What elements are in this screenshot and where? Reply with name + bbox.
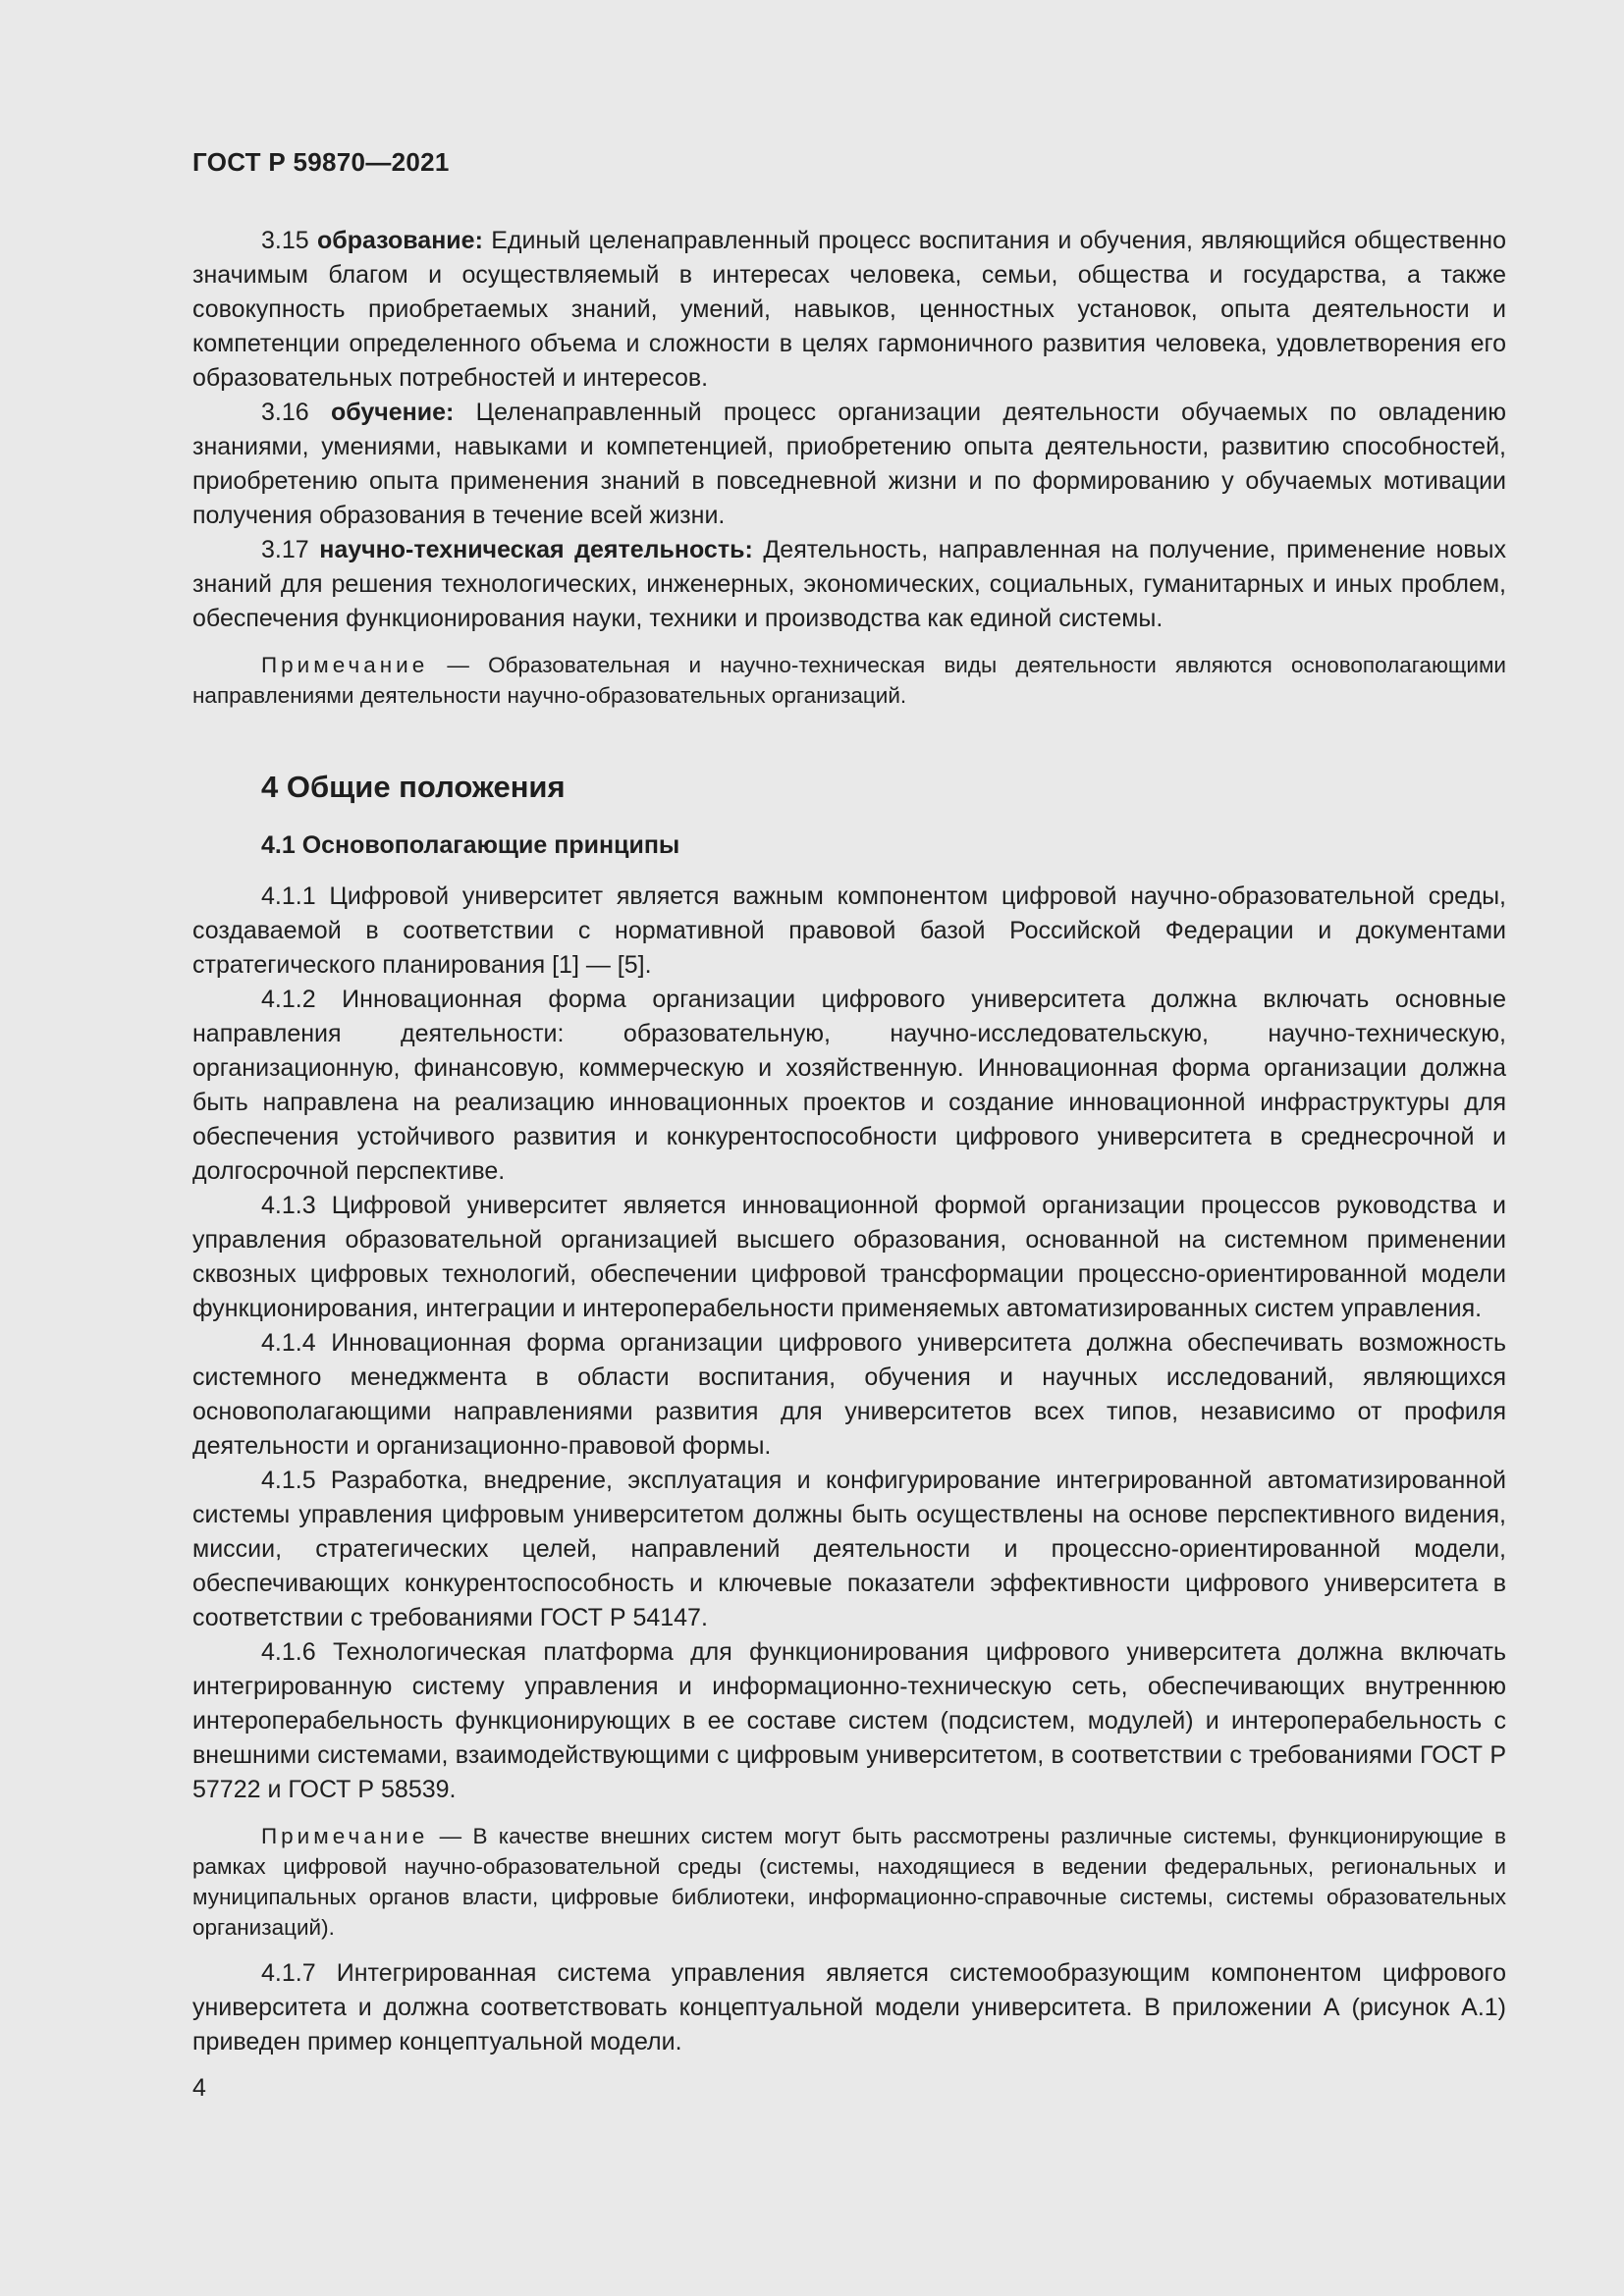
definition-3-17	[192, 533, 1506, 636]
paragraph-4-1-2: 4.1.2 Инновационная форма организации цифрового университета должна включать основные направления деятельности: образовательную, научно-исследовательскую, научно-техническую, организационную, финансовую, коммерческую и хозяйственную. Инновационная форма организации должна быть направлена на реализацию инновационных проектов и создание инновационной инфраструктуры для обеспечения устойчивого развития и конкурентоспособности цифрового университета в среднесрочной и долгосрочной перспективе.	[192, 986, 1506, 1185]
note-label: Примечание	[261, 1824, 429, 1848]
paragraph-4-1-5: 4.1.5 Разработка, внедрение, эксплуатация и конфигурирование интегрированной автоматизированной системы управления цифровым университетом должны быть осуществлены на основе перспективного видения, миссии, стратегических целей, направлений деятельности и процессно-ориентированной модели, обеспечивающих конкурентоспособность и ключевые показатели эффективности цифрового университета в соответствии с требованиями ГОСТ Р 54147.	[192, 1467, 1506, 1631]
note-text: — В качестве внешних систем могут быть рассмотрены различные системы, функционирующие в рамках цифровой научно-образовательной среды (системы, находящиеся в ведении федеральных, региональных и муниципальных органов власти, цифровые библиотеки, информационно-справочные системы, системы образовательных организаций).	[192, 1824, 1506, 1940]
note-text: — Образовательная и научно-техническая виды деятельности являются основополагающими направлениями деятельности научно-образовательных организаций.	[192, 653, 1506, 708]
definition-text: Единый целенаправленный процесс воспитания и обучения, являющийся общественно значимым благом и осуществляемый в интересах человека, семьи, общества и государства, а также совокупность приобретаемых знаний, умений, навыков, ценностных установок, опыта деятельности и компетенции определенного объема и сложности в целях гармоничного развития человека, удовлетворения его образовательных потребностей и интересов.	[192, 227, 1507, 392]
clause-number: 3.17	[261, 536, 309, 563]
definition-text: Целенаправленный процесс организации деятельности обучаемых по овладению знаниями, умениями, навыками и компетенцией, приобретению опыта деятельности, развитию способностей, приобретению опыта применения знаний в повседневной жизни и по формированию у обучаемых мотивации получения образования в течение всей жизни.	[192, 399, 1506, 529]
note-2	[192, 1821, 1506, 1943]
document-header: ГОСТ Р 59870—2021	[192, 147, 450, 177]
subsection-4-1-title: 4.1 Основополагающие принципы	[261, 831, 680, 859]
note-1	[192, 650, 1506, 711]
clause-number: 3.15	[261, 227, 309, 254]
paragraph-4-1-4: 4.1.4 Инновационная форма организации цифрового университета должна обеспечивать возможность системного менеджмента в области воспитания, обучения и научных исследований, являющихся основополагающими направлениями развития для университетов всех типов, независимо от профиля деятельности и организационно-правовой формы.	[192, 1329, 1506, 1460]
document-body	[192, 224, 1506, 2059]
paragraph-4-1-7: 4.1.7 Интегрированная система управления является системообразующим компонентом цифрового университета и должна соответствовать концептуальной модели университета. В приложении А (рисунок А.1) приведен пример концептуальной модели.	[192, 1959, 1506, 2056]
term: научно-техническая деятельность:	[319, 536, 753, 563]
paragraph-4-1-3: 4.1.3 Цифровой университет является инновационной формой организации процессов руководства и управления образовательной организацией высшего образования, основанной на системном применении сквозных цифровых технологий, обеспечении цифровой трансформации процессно-ориентированной модели функционирования, интеграции и интероперабельности применяемых автоматизированных систем управления.	[192, 1192, 1506, 1322]
term: образование:	[316, 227, 483, 254]
paragraph-4-1-1: 4.1.1 Цифровой университет является важным компонентом цифровой научно-образовательной среды, создаваемой в соответствии с нормативной правовой базой Российской Федерации и документами стратегического планирования [1] — [5].	[192, 882, 1506, 979]
definition-text: Деятельность, направленная на получение, применение новых знаний для решения технологических, инженерных, экономических, социальных, гуманитарных и иных проблем, обеспечения функционирования науки, техники и производства как единой системы.	[192, 536, 1506, 632]
page-number: 4	[192, 2074, 206, 2102]
note-label: Примечание	[261, 653, 429, 677]
definition-3-16	[192, 396, 1506, 533]
section-4-title: 4 Общие положения	[261, 770, 566, 804]
paragraph-4-1-6: 4.1.6 Технологическая платформа для функционирования цифрового университета должна включать интегрированную систему управления и информационно-техническую сеть, обеспечивающих внутреннюю интероперабельность функционирующих в ее составе систем (подсистем, модулей) и интероперабельность с внешними системами, взаимодействующими с цифровым университетом, в соответствии с требованиями ГОСТ Р 57722 и ГОСТ Р 58539.	[192, 1638, 1506, 1803]
clause-number: 3.16	[261, 399, 309, 426]
definition-3-15	[192, 224, 1506, 396]
term: обучение:	[330, 399, 455, 426]
